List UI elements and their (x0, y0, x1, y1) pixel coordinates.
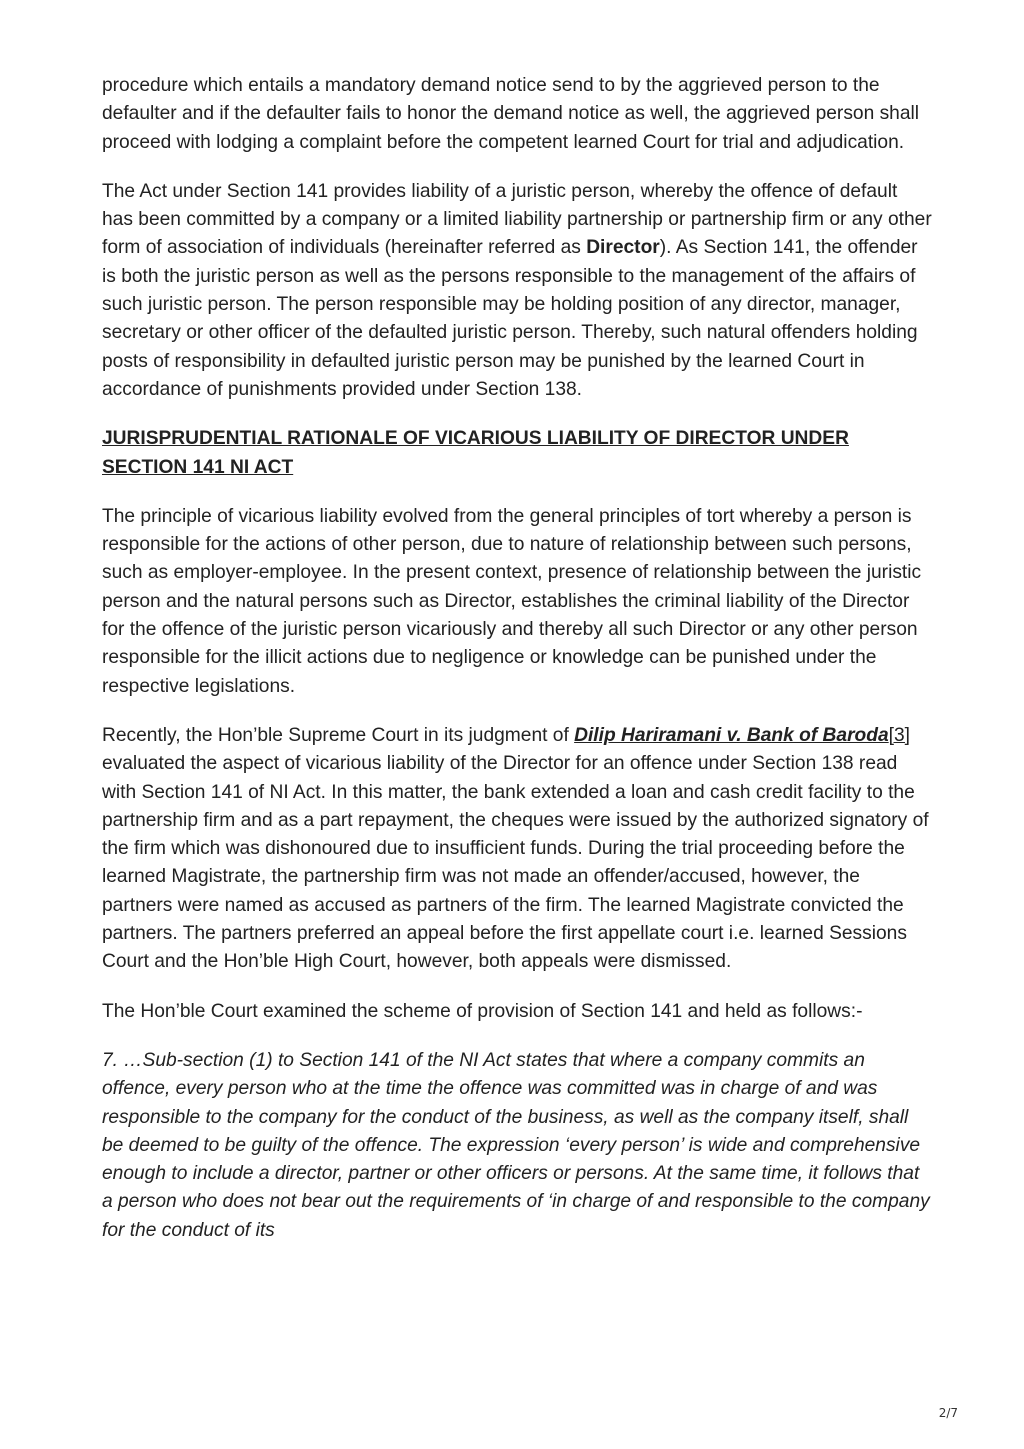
paragraph-court-examined: The Hon’ble Court examined the scheme of provision of Section 141 and held as follows:- (102, 1000, 863, 1022)
director-term: Director (586, 237, 660, 259)
paragraph-procedure: procedure which entails a mandatory demand notice send to by the aggrieved person to the defaulter and if the defaulter fails to honor the demand notice as well, the aggrieved person shall proceed with lodging a complaint before the competent learned Court for trial and adjudication. (102, 75, 920, 153)
section-heading: JURISPRUDENTIAL RATIONALE OF VICARIOUS LIABILITY OF DIRECTOR UNDER SECTION 141 NI ACT (102, 428, 849, 478)
paragraph-section-141-text-end: ). As Section 141, the offender is both the juristic person as well as the persons responsible to the management of the affairs of such juristic person. The person responsible may be holding position of any director, manager, secretary or other officer of the defaulted juristic person. Thereby, such natural offenders holding posts of responsibility in defaulted juristic person may be punished by the learned Court in accordance of punishments provided under Section 138. (102, 237, 918, 400)
paragraph-section-141-text-start: The Act under Section 141 provides liability of a juristic person, whereby the offence of default has been committed by a company or a limited liability partnership or partnership firm or any other form of association of individuals (hereinafter referred as (102, 180, 932, 259)
paragraph-vicarious-liability: The principle of vicarious liability evolved from the general principles of tort whereby a person is responsible for the actions of other person, due to nature of relationship between such persons, such as employer-employee. In the present context, presence of relationship between the juristic person and the natural persons such as Director, establishes the criminal liability of the Director for the offence of the juristic person vicariously and thereby all such Director or any other person responsible for the illicit actions due to negligence or knowledge can be punished under the respective legislations. (102, 505, 922, 697)
page-number: 2/7 (938, 1406, 958, 1420)
paragraph-dilip-hariramani (102, 722, 932, 977)
paragraph-dilip-text-end: evaluated the aspect of vicarious liability of the Director for an offence under Section 138 read with Section 141 of NI Act. In this matter, the bank extended a loan and cash credit facility to the partnership firm and as a part repayment, the cheques were issued by the authorized signatory of the firm which was dishonoured due to insufficient funds. During the trial proceeding before the learned Magistrate, the partnership firm was not made an offender/accused, however, the partners were named as accused as partners of the firm. The learned Magistrate convicted the partners. The partners preferred an appeal before the first appellate court i.e. learned Sessions Court and the Hon’ble High Court, however, both appeals were dismissed. (102, 753, 929, 973)
document-body (102, 72, 932, 1266)
paragraph-section-141 (102, 178, 932, 404)
judgment-quote: 7. …Sub-section (1) to Section 141 of the NI Act states that where a company commits an offence, every person who at the time the offence was committed was in charge of and was responsible to the company for the conduct of the business, as well as the company itself, shall be deemed to be guilty of the offence. The expression ‘every person’ is wide and comprehensive enough to include a director, partner or other officers or persons. At the same time, it follows that a person who does not bear out the requirements of ‘in charge of and responsible to the company for the conduct of its (102, 1049, 930, 1241)
paragraph-dilip-text-start: Recently, the Hon’ble Supreme Court in its judgment of (102, 724, 575, 746)
case-citation-link[interactable]: Dilip Hariramani v. Bank of Baroda (574, 724, 889, 746)
footnote-link[interactable]: [3] (888, 724, 911, 746)
